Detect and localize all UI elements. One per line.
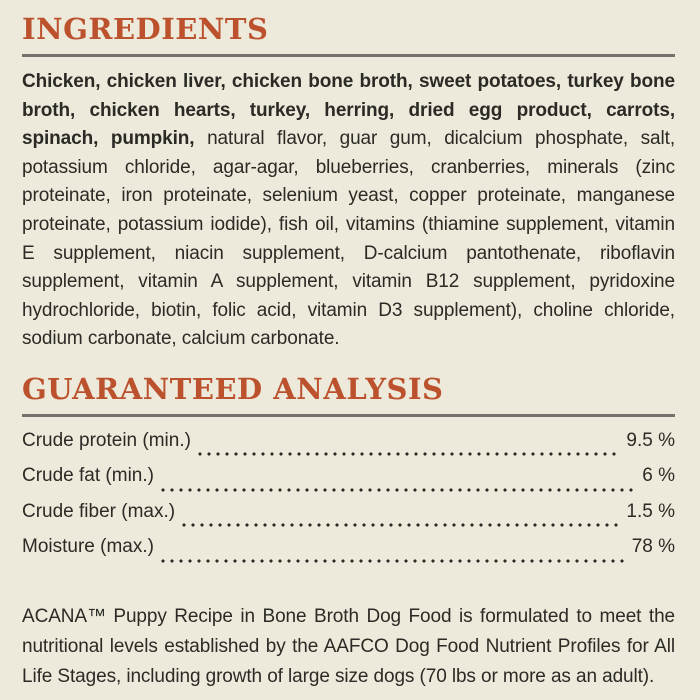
nutrient-value: 6 % [642, 465, 675, 487]
guaranteed-analysis-section [22, 373, 675, 572]
ingredients-divider [22, 54, 675, 57]
nutrient-name: Moisture (max.) [22, 536, 154, 558]
ingredients-primary-list: Chicken, chicken liver, chicken bone broth, sweet potatoes, turkey bone broth, chicken hearts, turkey, herring, dried egg product, carrots, spinach, pumpkin, [22, 71, 675, 150]
aafco-statement: ACANA™ Puppy Recipe in Bone Broth Dog Food is formulated to meet the nutritional levels established by the AAFCO Dog Food Nutrient Profiles for All Life Stages, including growth of large size dogs (70 lbs or more as an adult). [22, 605, 675, 687]
nutrient-name: Crude fiber (max.) [22, 500, 176, 522]
ingredients-secondary-list: natural flavor, guar gum, dicalcium phosphate, salt, potassium chloride, agar-agar, blueberries, cranberries, minerals (zinc proteinate, iron proteinate, selenium yeast, copper proteinate, manganese proteinate, potassium iodide), fish oil, vitamins (thiamine supplement, vitamin E supplement, niacin supplement, D-calcium pantothenate, riboflavin supplement, vitamin A supplement, vitamin B12 supplement, pyridoxine hydrochloride, biotin, folic acid, vitamin D3 supplement), choline chloride, sodium carbonate, calcium carbonate. [22, 128, 676, 350]
dot-leader [198, 452, 619, 456]
ingredients-heading: INGREDIENTS [22, 12, 269, 46]
guaranteed-analysis-divider [22, 414, 675, 417]
guaranteed-analysis-table [22, 430, 675, 572]
nutrient-value: 1.5 % [626, 500, 675, 522]
ingredients-section [22, 13, 675, 354]
analysis-row-moisture [22, 536, 675, 572]
nutrient-value: 78 % [631, 536, 675, 558]
nutrient-name: Crude protein (min.) [22, 429, 191, 451]
dot-leader [161, 559, 625, 563]
nutrient-name: Crude fat (min.) [22, 465, 154, 487]
analysis-row-crude-protein [22, 430, 675, 466]
nutrient-value: 9.5 % [626, 429, 675, 451]
analysis-row-crude-fiber [22, 501, 675, 537]
guaranteed-analysis-heading: GUARANTEED ANALYSIS [22, 371, 444, 406]
dot-leader [161, 488, 635, 492]
analysis-row-crude-fat [22, 465, 675, 501]
dot-leader [182, 523, 619, 527]
ingredients-text [22, 68, 675, 354]
